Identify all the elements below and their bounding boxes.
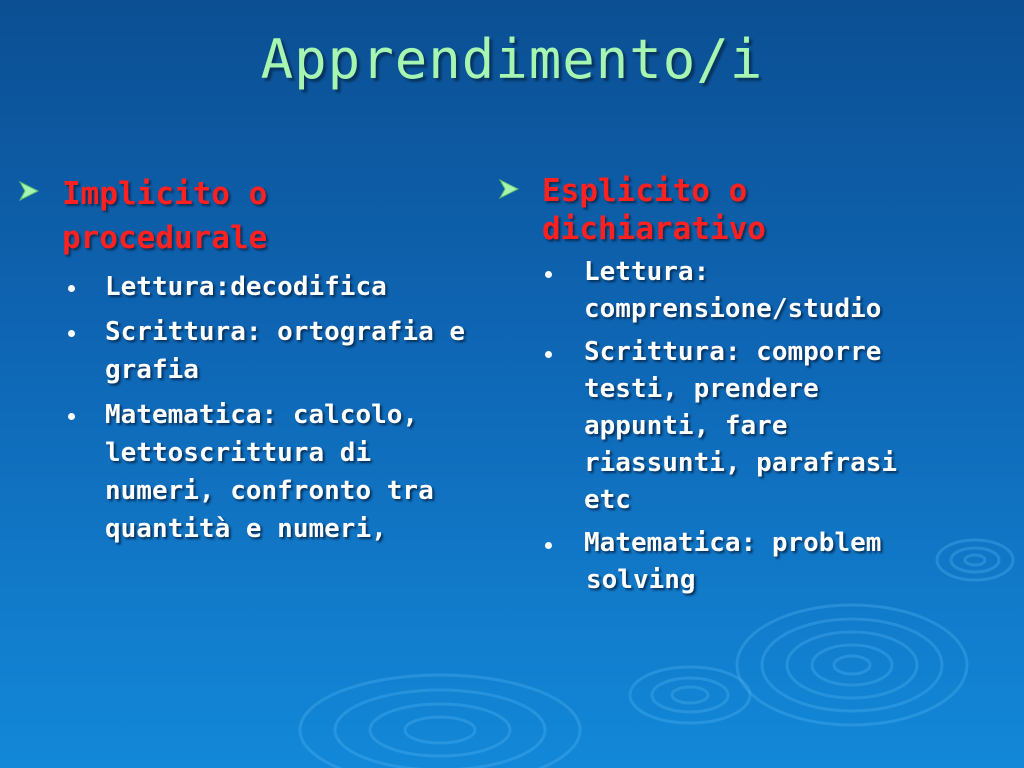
list-item	[12, 268, 482, 306]
right-item-list	[492, 254, 932, 562]
list-item-text: Lettura: comprensione/studio	[584, 257, 882, 324]
left-column	[12, 172, 482, 555]
list-item-text: Matematica: problem	[584, 528, 882, 558]
arrow-bullet-icon	[18, 180, 40, 202]
list-item-text: Scrittura: ortografia e grafia	[105, 317, 466, 385]
list-item-text: Scrittura: comporre testi, prendere appunti, fare riassunti, parafrasi etc	[584, 337, 898, 515]
dot-bullet-icon	[68, 285, 75, 292]
dot-bullet-icon	[68, 330, 75, 337]
dot-bullet-icon	[68, 413, 75, 420]
list-item-text: Lettura:decodifica	[105, 272, 387, 302]
left-item-list	[12, 268, 482, 548]
left-heading-text: Implicito o procedurale	[62, 176, 268, 256]
dot-bullet-icon	[545, 351, 552, 358]
list-item-continuation: solving	[586, 565, 696, 595]
list-item-text: Matematica: calcolo, lettoscrittura di numeri, confronto tra quantità e numeri,	[105, 400, 434, 544]
list-item	[492, 334, 932, 519]
list-item	[12, 396, 482, 548]
list-item	[12, 313, 482, 389]
left-column-heading	[12, 172, 482, 260]
right-heading-text: Esplicito o dichiarativo	[542, 173, 766, 247]
slide-title: Apprendimento/i	[260, 28, 764, 91]
list-item	[492, 254, 932, 328]
dot-bullet-icon	[545, 542, 552, 549]
arrow-bullet-icon	[498, 178, 520, 200]
list-item	[492, 525, 932, 562]
right-column-heading	[492, 172, 932, 248]
right-column	[492, 172, 932, 599]
dot-bullet-icon	[545, 271, 552, 278]
